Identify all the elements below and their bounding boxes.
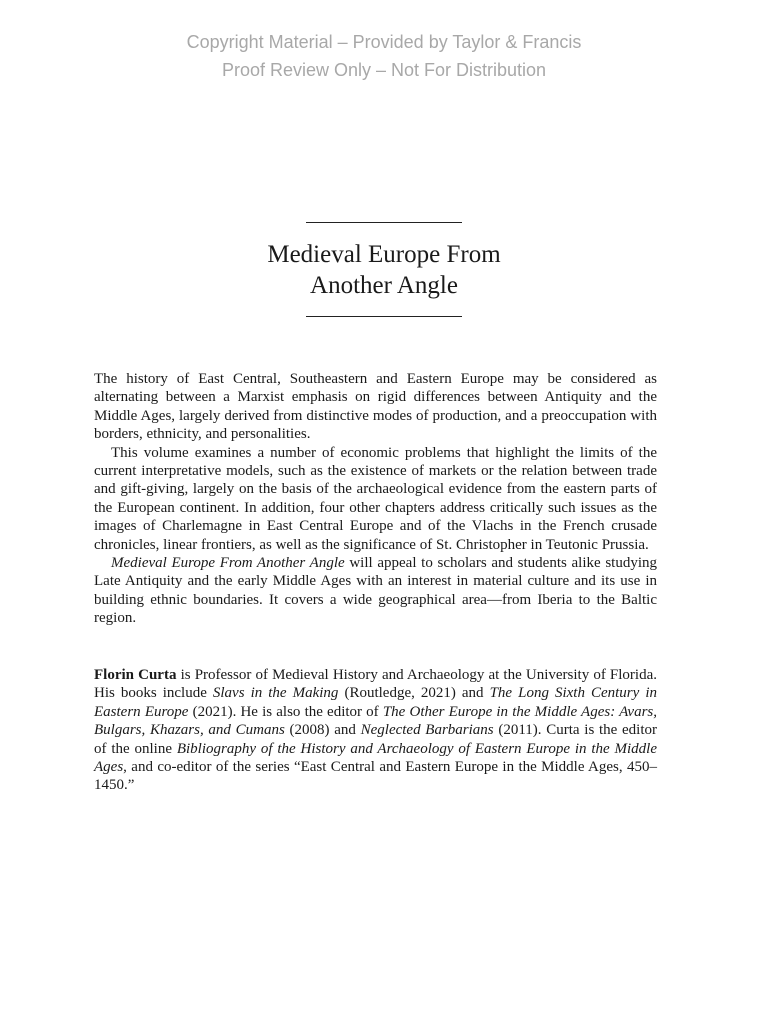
bio-book-3: The Other Europe in the Middle Ages: Avars, Bulgars, Khazars, and Cumans bbox=[94, 703, 658, 739]
author-bio bbox=[94, 666, 657, 795]
title-line-2: Another Angle bbox=[310, 272, 458, 299]
page-title bbox=[0, 239, 768, 301]
watermark-line-1: Copyright Material – Provided by Taylor & Francis bbox=[186, 32, 582, 52]
description-paragraph-3 bbox=[94, 554, 657, 628]
bio-paragraph bbox=[94, 666, 657, 795]
bio-text-3: (2021). He is also the editor of bbox=[188, 703, 383, 720]
title-rule-top bbox=[306, 222, 462, 223]
bio-bibliography-title: Bibliography of the History and Archaeology of Eastern Europe in the Middle Ages bbox=[94, 740, 657, 776]
title-line-1: Medieval Europe From bbox=[267, 241, 501, 268]
bio-text-6: , and co-editor of the series “East Central and Eastern Europe in the Middle Ages, 450–1450.” bbox=[94, 759, 657, 794]
author-name: Florin Curta bbox=[94, 667, 177, 683]
description-paragraph-1: The history of East Central, Southeastern and Eastern Europe may be considered as alternating between a Marxist emphasis on rigid differences between Antiquity and the Middle Ages, largely derived from distinctive modes of production, and a preoccupation with borders, ethnicity, and personalities. bbox=[94, 371, 657, 443]
bio-book-4: Neglected Barbarians bbox=[360, 722, 494, 739]
bio-text-2: (Routledge, 2021) and bbox=[338, 685, 490, 702]
title-rule-bottom bbox=[306, 316, 462, 317]
bio-book-2: The Long Sixth Century in Eastern Europe bbox=[94, 685, 657, 720]
description-paragraph-3-text: will appeal to scholars and students alike studying Late Antiquity and the early Middle Ages with an interest in material culture and its use in building ethnic boundaries. It covers a wide geographical area—from Iberia to the Baltic region. bbox=[94, 555, 657, 627]
watermark-line-2: Proof Review Only – Not For Distribution bbox=[221, 60, 547, 80]
bio-text-5: (2011). Curta is the editor of the online bbox=[94, 722, 658, 757]
description-paragraph-2: This volume examines a number of economic problems that highlight the limits of the current interpretative models, such as the existence of markets or the relation between trade and gift-giving, largely on the basis of the archaeological evidence from the eastern parts of the European continent. In addition, four other chapters address critically such issues as the images of Charlemagne in East Central Europe and of the Vlachs in the French crusade chronicles, linear frontiers, as well as the significance of St. Christopher in Teutonic Prussia. bbox=[94, 444, 657, 553]
copyright-watermark bbox=[0, 28, 768, 84]
bio-text-1: is Professor of Medieval History and Archaeology at the University of Florida. His books include bbox=[94, 667, 658, 702]
bio-book-1: Slavs in the Making bbox=[212, 685, 339, 702]
book-title-reference: Medieval Europe From Another Angle bbox=[111, 555, 345, 572]
book-description bbox=[94, 370, 657, 628]
bio-text-4: (2008) and bbox=[284, 722, 361, 739]
